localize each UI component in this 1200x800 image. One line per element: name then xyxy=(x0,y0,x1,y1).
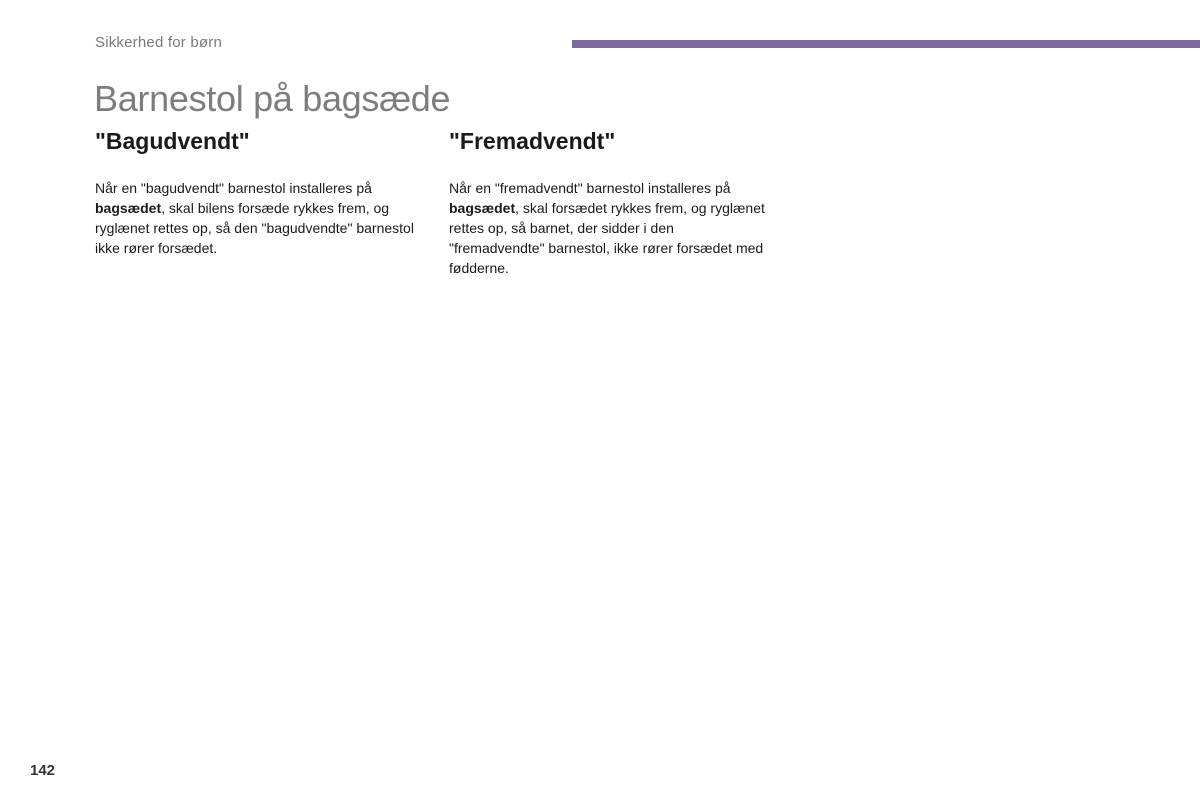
section-label: Sikkerhed for børn xyxy=(95,34,222,51)
column-body xyxy=(449,178,769,278)
body-text: , skal forsædet rykkes frem, og ryglænet rettes op, så barnet, der sidder i den "fremadvendte" barnestol, ikke rører forsædet med fødderne. xyxy=(449,200,765,276)
page-title: Barnestol på bagsæde xyxy=(94,78,451,119)
column-body xyxy=(95,178,415,258)
column-heading: "Bagudvendt" xyxy=(95,128,250,154)
page-number: 142 xyxy=(30,762,56,779)
body-text: Når en "fremadvendt" barnestol installeres på xyxy=(449,180,731,196)
body-text: Når en "bagudvendt" barnestol installeres på xyxy=(95,180,372,196)
column-rear-facing xyxy=(95,124,415,258)
body-text: , skal bilens forsæde rykkes frem, og ryglænet rettes op, så den "bagudvendte" barnestol ikke rører forsædet. xyxy=(95,200,414,256)
body-bold-text: bagsædet xyxy=(95,200,162,216)
header-accent-bar xyxy=(572,40,1200,48)
column-heading: "Fremadvendt" xyxy=(449,128,616,154)
body-bold-text: bagsædet xyxy=(449,200,516,216)
column-forward-facing xyxy=(449,124,769,278)
